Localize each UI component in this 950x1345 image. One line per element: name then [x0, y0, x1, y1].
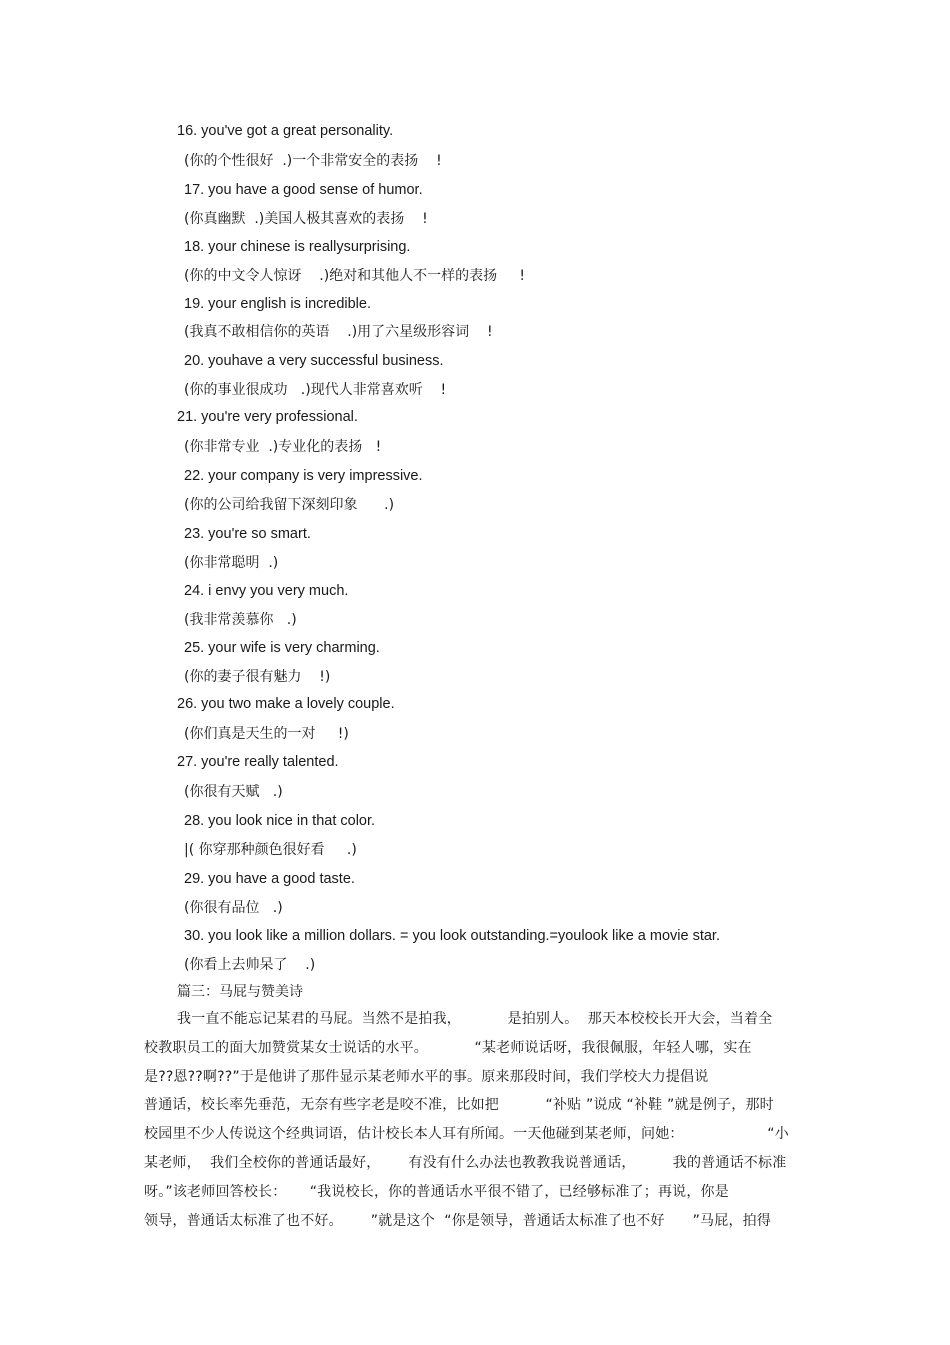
list-item-chinese: (你的事业很成功 .)现代人非常喜欢听 ! [184, 382, 447, 398]
list-item-english: 17. you have a good sense of humor. [184, 182, 423, 198]
list-item-chinese: (你真幽默 .)美国人极其喜欢的表扬 ! [184, 211, 428, 227]
list-item-chinese: (我非常羡慕你 .) [184, 612, 297, 628]
list-item-chinese: (你非常专业 .)专业化的表扬 ! [184, 439, 382, 455]
list-item-chinese: (你的个性很好 .)一个非常安全的表扬 ! [184, 153, 442, 169]
paragraph-line: 我一直不能忘记某君的马屁。当然不是拍我， 是拍别人。 那天本校校长开大会，当着全 [177, 1011, 773, 1027]
list-item-english: 25. your wife is very charming. [184, 640, 380, 656]
list-item-english: 28. you look nice in that color. [184, 813, 376, 829]
paragraph-line: 呀。”该老师回答校长： “我说校长，你的普通话水平很不错了，已经够标准了；再说，你是 [144, 1184, 729, 1200]
paragraph-line: 普通话，校长率先垂范，无奈有些字老是咬不准，比如把 “补贴 ”说成 “补鞋 ”就是例子，那时 [144, 1097, 774, 1113]
list-item-english: 18. your chinese is reallysurprising. [184, 239, 411, 255]
list-item-chinese: |( 你穿那种颜色很好看 .) [184, 842, 357, 858]
list-item-english: 23. you're so smart. [184, 526, 311, 542]
list-item-english: 30. you look like a million dollars. = you look outstanding.=youlook like a movie star. [184, 928, 720, 944]
paragraph-line: 校教职员工的面大加赞赏某女士说话的水平。 “某老师说话呀，我很佩服，年轻人哪，实在 [144, 1040, 752, 1056]
list-item-chinese: (你的公司给我留下深刻印象 .) [184, 497, 395, 513]
list-item-chinese: (你看上去帅呆了 .) [184, 957, 316, 973]
list-item-chinese: (你非常聪明 .) [184, 555, 279, 571]
list-item-english: 22. your company is very impressive. [184, 468, 423, 484]
list-item-english: 20. youhave a very successful business. [184, 353, 444, 369]
list-item-chinese: (你的中文令人惊讶 .)绝对和其他人不一样的表扬 ! [184, 268, 526, 284]
list-item-chinese: (你的妻子很有魅力 !) [184, 669, 331, 685]
list-item-english: 29. you have a good taste. [184, 871, 355, 887]
paragraph-line: 领导，普通话太标准了也不好。 ”就是这个 “你是领导，普通话太标准了也不好 ”马屁，拍得 [144, 1213, 772, 1229]
list-item-chinese: (你很有品位 .) [184, 900, 283, 916]
paragraph-line: 某老师， 我们全校你的普通话最好， 有没有什么办法也教教我说普通话， 我的普通话不标准 [144, 1155, 787, 1171]
list-item-english: 27. you're really talented. [177, 754, 339, 770]
list-item-chinese: (你们真是天生的一对 !) [184, 726, 349, 742]
list-item-english: 16. you've got a great personality. [177, 123, 394, 139]
list-item-chinese: (我真不敢相信你的英语 .)用了六星级形容词 ! [184, 324, 493, 340]
paragraph-line: 校园里不少人传说这个经典词语，估计校长本人耳有所闻。一天他碰到某老师，问她： “小 [144, 1126, 789, 1142]
paragraph-line: 是??恩??啊??”于是他讲了那件显示某老师水平的事。原来那段时间，我们学校大力提倡说 [144, 1069, 709, 1085]
list-item-english: 26. you two make a lovely couple. [177, 696, 395, 712]
list-item-english: 21. you're very professional. [177, 409, 358, 425]
list-item-chinese: (你很有天赋 .) [184, 784, 283, 800]
list-item-english: 19. your english is incredible. [184, 296, 371, 312]
list-item-english: 24. i envy you very much. [184, 583, 349, 599]
section-heading: 篇三：马屁与赞美诗 [177, 984, 303, 1000]
